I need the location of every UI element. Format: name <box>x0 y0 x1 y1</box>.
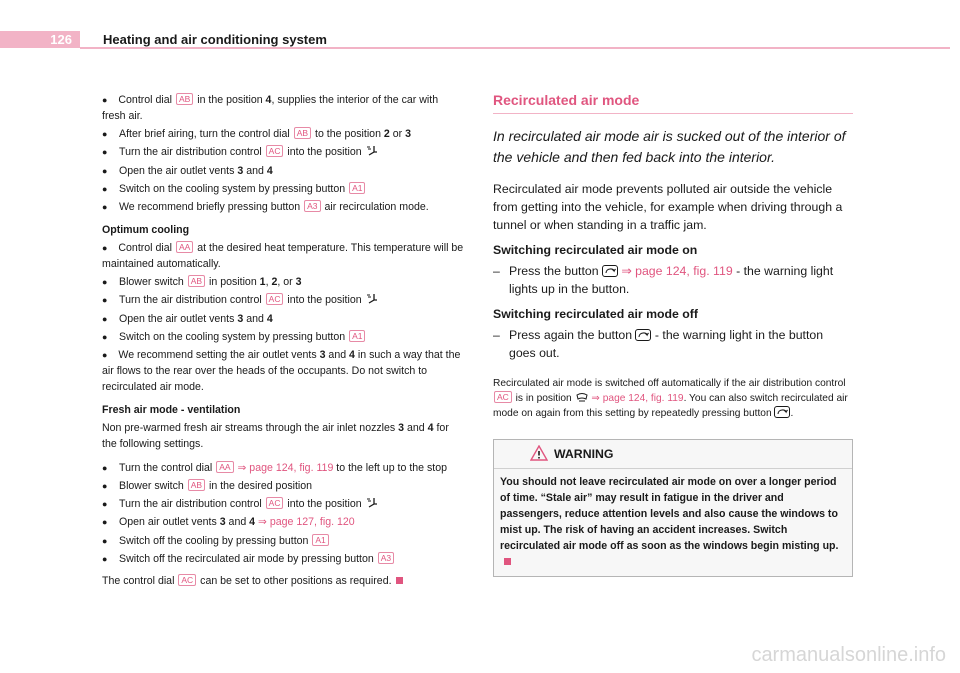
page-header-title: Heating and air conditioning system <box>103 32 327 47</box>
control-code: AB <box>188 479 205 491</box>
page-reference-link[interactable]: ⇒ page 124, fig. 119 <box>621 264 733 278</box>
control-code: AB <box>294 127 311 139</box>
step-item: – Press again the button - the warning light in the button goes out. <box>493 326 853 362</box>
section-title: Recirculated air mode <box>493 92 853 114</box>
list-item: ● Turn the air distribution control AC into the position <box>102 292 464 308</box>
list-item: ● Turn the control dial AA ⇒ page 124, fig. 119 to the left up to the stop <box>102 460 464 476</box>
list-item: ● We recommend setting the air outlet vents 3 and 4 in such a way that the air flows to the rear over the heads of the occupants. Do not switch to recirculated air mode. <box>102 347 464 395</box>
watermark: carmanualsonline.info <box>751 644 946 666</box>
paragraph: The control dial AC can be set to other positions as required. <box>102 573 464 589</box>
list-item: ● Open the air outlet vents 3 and 4 <box>102 163 464 179</box>
control-code: AC <box>266 497 284 509</box>
subheading: Switching recirculated air mode on <box>493 243 698 257</box>
recirculation-button-icon <box>635 329 651 341</box>
list-item: ● Control dial AB in the position 4, supplies the interior of the car with fresh air. <box>102 92 464 124</box>
list-item: ● Switch off the cooling by pressing button A1 <box>102 533 464 549</box>
page-reference-link[interactable]: ⇒ page 127, fig. 120 <box>255 516 355 529</box>
control-code: A3 <box>304 200 320 212</box>
control-code: A1 <box>312 534 328 546</box>
list-item: ● Blower switch AB in position 1, 2, or 3 <box>102 274 464 290</box>
control-code: AA <box>176 241 193 253</box>
list-item: ● Blower switch AB in the desired position <box>102 478 464 494</box>
control-code: AB <box>176 93 193 105</box>
list-item: ● Control dial AA at the desired heat temperature. This temperature will be maintained automatically. <box>102 240 464 272</box>
control-code: AC <box>266 293 284 305</box>
header-rule <box>80 47 950 49</box>
seat-airflow-icon <box>365 497 379 509</box>
list-item: ● Switch on the cooling system by pressing button A1 <box>102 329 464 345</box>
control-code: A1 <box>349 330 365 342</box>
list-item: ● Open the air outlet vents 3 and 4 <box>102 311 464 327</box>
seat-airflow-icon <box>365 145 379 157</box>
page-reference-link[interactable]: ⇒ page 124, fig. 119 <box>591 393 684 404</box>
section-heading: Optimum cooling <box>102 223 190 236</box>
warning-title: WARNING <box>554 447 614 461</box>
control-code: A3 <box>378 552 394 564</box>
warning-triangle-icon <box>530 445 548 461</box>
warning-text: You should not leave recirculated air mode on over a longer period of time. “Stale air” may result in fatigue in the driver and passengers, reduce attention levels and also cause the windows to mist up. The risk of having an accident increases. Switch recirculated air mode off as soon as the windows begin misting up. <box>494 469 852 576</box>
list-item: ● Switch off the recirculated air mode by pressing button A3 <box>102 551 464 567</box>
control-code: AC <box>266 145 284 157</box>
control-code: AA <box>216 461 233 473</box>
right-column <box>493 92 853 577</box>
control-code: AC <box>494 391 512 403</box>
list-item: ● Switch on the cooling system by pressing button A1 <box>102 181 464 197</box>
seat-airflow-icon <box>365 293 379 305</box>
page-reference-link[interactable]: ⇒ page 124, fig. 119 <box>237 461 334 474</box>
paragraph: Recirculated air mode prevents polluted air outside the vehicle from getting into the vehicle, for example when driving through a tunnel or when standing in a traffic jam. <box>493 182 843 232</box>
section-end-marker <box>504 558 511 565</box>
list-item: ● Turn the air distribution control AC into the position <box>102 144 464 160</box>
paragraph: Non pre-warmed fresh air streams through the air inlet nozzles 3 and 4 for the following settings. <box>102 421 449 450</box>
control-code: AB <box>188 275 205 287</box>
left-column <box>102 92 464 597</box>
list-item: ● Open air outlet vents 3 and 4 ⇒ page 127, fig. 120 <box>102 514 464 530</box>
step-item: – Press the button ⇒ page 124, fig. 119 - the warning light lights up in the button. <box>493 262 853 298</box>
section-intro: In recirculated air mode air is sucked out of the interior of the vehicle and then fed back into the interior. <box>493 128 846 165</box>
section-heading: Fresh air mode - ventilation <box>102 403 241 416</box>
list-item: ● We recommend briefly pressing button A3 air recirculation mode. <box>102 199 464 215</box>
list-item: ● Turn the air distribution control AC into the position <box>102 496 464 512</box>
page-number: 126 <box>0 31 80 48</box>
section-end-marker <box>396 577 403 584</box>
windshield-vent-icon <box>575 391 589 403</box>
subheading: Switching recirculated air mode off <box>493 307 698 321</box>
recirculation-button-icon <box>602 265 618 277</box>
list-item: ● After brief airing, turn the control dial AB to the position 2 or 3 <box>102 126 464 142</box>
control-code: AC <box>178 574 196 586</box>
warning-box <box>493 439 853 577</box>
control-code: A1 <box>349 182 365 194</box>
warning-header <box>494 440 852 469</box>
recirculation-button-icon <box>774 406 790 418</box>
note-paragraph: Recirculated air mode is switched off automatically if the air distribution control AC is in position ⇒ page 124, fig. 119. You can also switch recirculated air mode on again from this setting by repeatedly pressing button . <box>493 378 848 419</box>
